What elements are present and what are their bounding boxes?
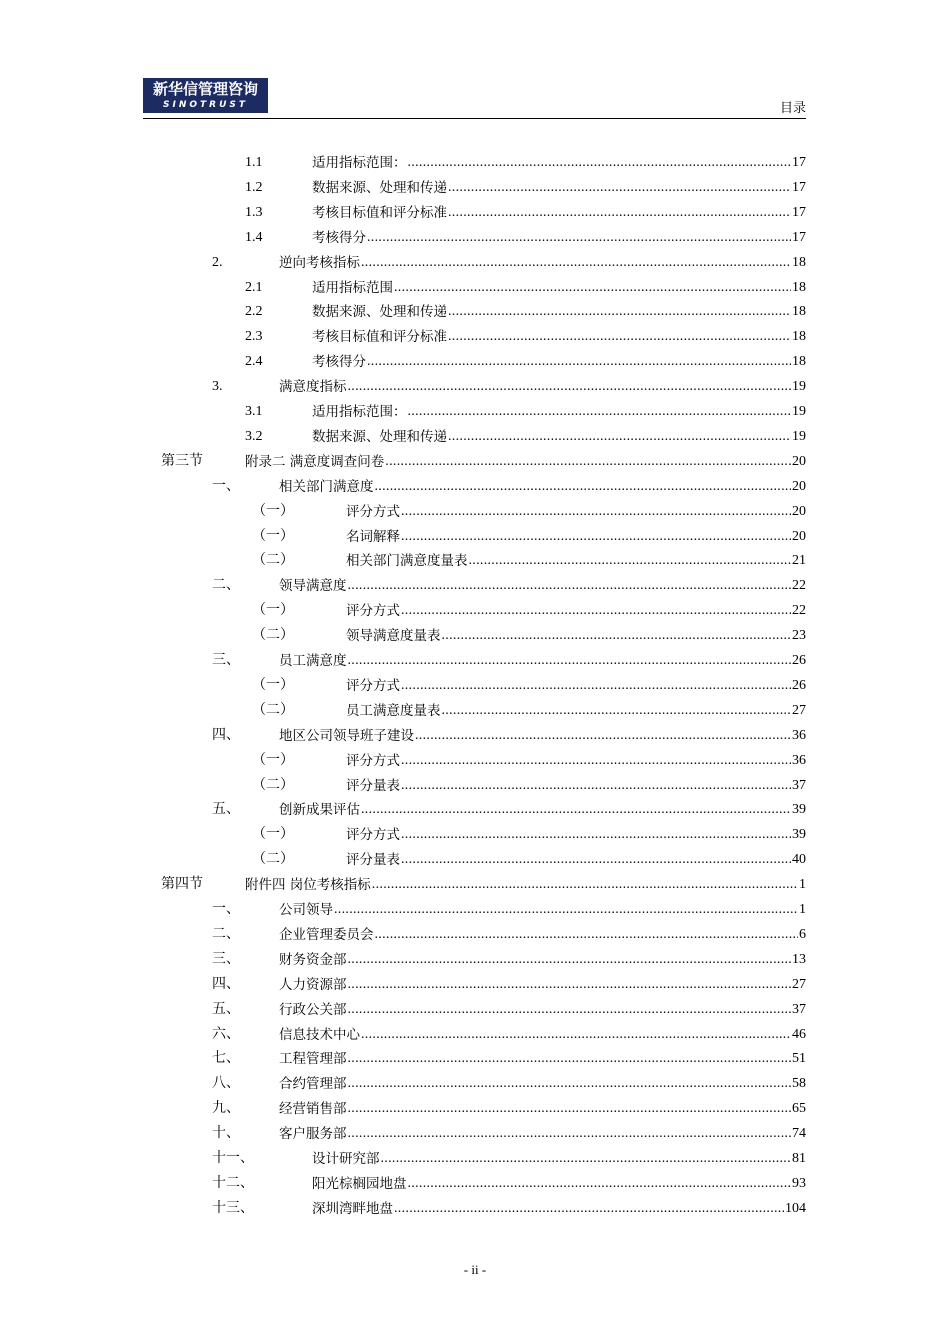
toc-entry[interactable] — [212, 1144, 806, 1168]
toc-leader-dots — [401, 528, 791, 546]
toc-leader-dots — [348, 1050, 792, 1068]
toc-leader-dots — [408, 403, 792, 421]
toc-leader-dots — [401, 826, 791, 844]
toc-entry-title: 考核目标值和评分标准 — [312, 329, 447, 346]
toc-entry-number: 七、 — [212, 1051, 240, 1067]
toc-entry-title: 适用指标范围： — [312, 404, 407, 420]
toc-leader-dots — [408, 1175, 792, 1193]
toc-entry-number: 1.4 — [245, 229, 263, 245]
toc-leader-dots — [401, 503, 791, 521]
logo-english-text: SINOTRUST — [162, 100, 248, 110]
toc-entry-number: 一、 — [212, 478, 240, 494]
toc-entry-number: 十、 — [212, 1126, 240, 1142]
toc-leader-dots — [361, 254, 791, 272]
toc-entry[interactable] — [252, 845, 806, 869]
toc-entry-page: 1 — [799, 877, 806, 893]
toc-entry-number: 3.2 — [245, 428, 263, 444]
toc-entry-number: （二） — [252, 777, 294, 793]
toc-leader-dots — [348, 1100, 792, 1118]
toc-leader-dots — [448, 303, 791, 321]
toc-entry[interactable] — [245, 198, 806, 222]
toc-entry-title: 领导满意度量表 — [346, 628, 441, 645]
toc-entry-page: 20 — [792, 528, 806, 544]
toc-entry-page: 18 — [792, 304, 806, 320]
toc-entry-number: （一） — [252, 827, 294, 843]
toc-entry-number: 五、 — [212, 802, 240, 818]
toc-entry-number: 九、 — [212, 1101, 240, 1117]
toc-entry-page: 13 — [792, 951, 806, 967]
toc-leader-dots — [385, 453, 791, 471]
toc-entry-page: 27 — [792, 976, 806, 992]
toc-entry[interactable] — [212, 1194, 806, 1218]
toc-leader-dots — [348, 378, 792, 396]
toc-entry-title: 相关部门满意度 — [279, 478, 374, 495]
toc-entry-number: 八、 — [212, 1076, 240, 1092]
toc-entry-page: 26 — [792, 677, 806, 693]
toc-leader-dots — [401, 677, 791, 695]
toc-leader-dots — [394, 279, 791, 297]
toc-entry-title: 适用指标范围： — [312, 155, 407, 171]
toc-entry-page: 20 — [792, 453, 806, 469]
toc-leader-dots — [348, 577, 792, 595]
toc-entry-number: 3. — [212, 379, 223, 395]
toc-entry-title: 附件四 岗位考核指标 — [245, 877, 371, 894]
toc-entry-number: 一、 — [212, 902, 240, 917]
toc-leader-dots — [401, 851, 791, 869]
toc-entry-page: 17 — [792, 155, 806, 170]
toc-leader-dots — [442, 702, 792, 720]
toc-entry-number: 三、 — [212, 653, 240, 668]
toc-entry[interactable] — [212, 372, 806, 396]
toc-entry[interactable] — [245, 148, 806, 172]
toc-leader-dots — [348, 976, 792, 994]
toc-entry-page: 22 — [792, 578, 806, 594]
toc-leader-dots — [348, 1001, 792, 1019]
toc-entry-title: 员工满意度量表 — [346, 702, 441, 719]
toc-leader-dots — [448, 428, 791, 446]
toc-leader-dots — [448, 328, 791, 346]
toc-entry[interactable] — [245, 422, 806, 446]
toc-entry[interactable] — [212, 1094, 806, 1118]
toc-entry[interactable] — [252, 746, 806, 770]
toc-entry[interactable] — [252, 696, 806, 720]
toc-entry[interactable] — [212, 1169, 806, 1193]
toc-entry-page: 6 — [799, 926, 806, 942]
toc-entry-title: 地区公司领导班子建设 — [279, 727, 414, 744]
toc-entry-title: 数据来源、处理和传递 — [312, 179, 447, 196]
toc-entry-title: 员工满意度 — [279, 653, 347, 669]
toc-entry-title: 领导满意度 — [279, 578, 347, 595]
toc-entry-number: 四、 — [212, 976, 240, 992]
toc-entry-title: 企业管理委员会 — [279, 926, 374, 943]
toc-entry-page: 17 — [792, 204, 806, 220]
toc-entry-number: 二、 — [212, 926, 240, 942]
toc-leader-dots — [348, 951, 792, 969]
toc-entry-page: 40 — [792, 852, 806, 868]
toc-entry-page: 26 — [792, 653, 806, 668]
toc-leader-dots — [367, 229, 791, 247]
toc-leader-dots — [381, 1150, 792, 1168]
header-section-title: 目录 — [779, 101, 806, 116]
toc-entry-number: （二） — [252, 628, 294, 644]
toc-entry-page: 51 — [792, 1051, 806, 1067]
toc-entry-page: 37 — [792, 1001, 806, 1017]
toc-entry-title: 评分方式 — [346, 603, 400, 620]
toc-leader-dots — [367, 353, 791, 371]
toc-entry-title: 财务资金部 — [279, 951, 347, 968]
toc-entry-page: 21 — [792, 553, 806, 569]
toc-entry-page: 1 — [799, 902, 806, 917]
toc-entry-title: 名词解释 — [346, 528, 400, 545]
toc-entry[interactable] — [245, 223, 806, 247]
toc-entry-page: 23 — [792, 628, 806, 644]
toc-entry-page: 74 — [792, 1126, 806, 1142]
toc-entry-title: 附录二 满意度调查问卷 — [245, 453, 385, 470]
toc-leader-dots — [415, 727, 791, 745]
toc-entry-number: （一） — [252, 677, 294, 693]
toc-entry[interactable] — [252, 671, 806, 695]
toc-entry-number: 3.1 — [245, 404, 263, 419]
toc-leader-dots — [372, 876, 798, 894]
toc-entry-page: 39 — [792, 827, 806, 843]
toc-entry-page: 37 — [792, 777, 806, 793]
toc-entry-title: 深圳湾畔地盘 — [312, 1200, 393, 1217]
toc-leader-dots — [448, 204, 791, 222]
toc-entry-title: 客户服务部 — [279, 1126, 347, 1143]
toc-entry-title: 考核得分 — [312, 229, 366, 246]
toc-entry[interactable] — [212, 1044, 806, 1068]
toc-entry[interactable] — [245, 347, 806, 371]
toc-entry-title: 行政公关部 — [279, 1001, 347, 1018]
toc-leader-dots — [401, 777, 791, 795]
toc-entry[interactable] — [245, 173, 806, 197]
toc-entry[interactable] — [212, 721, 806, 745]
toc-entry[interactable] — [212, 895, 806, 919]
logo-chinese-text: 新华信管理咨询 — [152, 80, 258, 98]
toc-entry-page: 65 — [792, 1101, 806, 1117]
sinotrust-logo — [143, 78, 268, 113]
toc-entry-page: 58 — [792, 1076, 806, 1092]
toc-entry-title: 人力资源部 — [279, 976, 347, 993]
toc-entry-number: （二） — [252, 553, 294, 569]
toc-leader-dots — [448, 179, 791, 197]
toc-entry-title: 相关部门满意度量表 — [346, 553, 468, 570]
toc-entry[interactable] — [212, 571, 806, 595]
toc-entry-page: 36 — [792, 727, 806, 743]
toc-entry-number: 五、 — [212, 1001, 240, 1017]
toc-entry[interactable] — [252, 522, 806, 546]
toc-entry-title: 评分量表 — [346, 852, 400, 869]
toc-entry-title: 信息技术中心 — [279, 1026, 360, 1043]
toc-entry-title: 合约管理部 — [279, 1076, 347, 1093]
toc-leader-dots — [375, 478, 792, 496]
toc-entry[interactable] — [212, 945, 806, 969]
toc-entry-number: 第四节 — [161, 877, 203, 893]
toc-entry-number: 十一、 — [212, 1151, 254, 1166]
toc-entry-number: 十三、 — [212, 1200, 254, 1216]
toc-leader-dots — [442, 627, 792, 645]
toc-entry-title: 工程管理部 — [279, 1051, 347, 1068]
toc-entry-page: 20 — [792, 503, 806, 519]
toc-entry-page: 46 — [792, 1026, 806, 1042]
toc-entry-title: 逆向考核指标 — [279, 254, 360, 271]
toc-entry-title: 考核目标值和评分标准 — [312, 204, 447, 221]
toc-entry[interactable] — [252, 497, 806, 521]
toc-entry[interactable] — [161, 447, 806, 471]
toc-entry-number: 2.2 — [245, 304, 263, 320]
toc-leader-dots — [348, 1125, 792, 1143]
toc-entry-page: 22 — [792, 603, 806, 619]
toc-entry-number: 第三节 — [161, 453, 203, 469]
page-number: - ii - — [463, 1262, 487, 1277]
toc-entry[interactable] — [245, 297, 806, 321]
toc-entry[interactable] — [212, 920, 806, 944]
toc-entry[interactable] — [212, 1020, 806, 1044]
toc-entry-number: 六、 — [212, 1026, 240, 1042]
toc-entry[interactable] — [252, 621, 806, 645]
toc-entry-page: 17 — [792, 179, 806, 195]
toc-entry-page: 19 — [792, 379, 806, 395]
toc-entry-number: （一） — [252, 752, 294, 768]
toc-leader-dots — [334, 901, 798, 919]
toc-leader-dots — [348, 652, 792, 670]
toc-entry-number: （二） — [252, 852, 294, 868]
toc-entry-page: 20 — [792, 478, 806, 494]
toc-entry-page: 19 — [792, 428, 806, 444]
toc-entry[interactable] — [212, 1069, 806, 1093]
toc-entry-title: 数据来源、处理和传递 — [312, 428, 447, 445]
toc-entry-number: （一） — [252, 503, 294, 519]
toc-entry[interactable] — [252, 596, 806, 620]
toc-entry-title: 评分方式 — [346, 752, 400, 769]
toc-entry[interactable] — [245, 273, 806, 297]
toc-entry[interactable] — [252, 820, 806, 844]
toc-leader-dots — [375, 926, 799, 944]
page-header — [143, 78, 806, 119]
toc-entry-page: 104 — [785, 1200, 806, 1216]
toc-entry-number: 1.2 — [245, 179, 263, 195]
toc-leader-dots — [401, 752, 791, 770]
toc-leader-dots — [348, 1075, 792, 1093]
toc-entry-title: 满意度指标 — [279, 379, 347, 396]
toc-entry[interactable] — [212, 1119, 806, 1143]
toc-entry[interactable] — [212, 472, 806, 496]
toc-entry-number: （一） — [252, 603, 294, 619]
toc-entry[interactable] — [212, 646, 806, 670]
toc-entry-number: 1.3 — [245, 204, 263, 220]
toc-leader-dots — [361, 1026, 791, 1044]
toc-entry-title: 数据来源、处理和传递 — [312, 304, 447, 321]
toc-entry-title: 公司领导 — [279, 902, 333, 918]
toc-entry-title: 创新成果评估 — [279, 802, 360, 819]
toc-entry-title: 考核得分 — [312, 354, 366, 371]
toc-entry-number: （一） — [252, 528, 294, 544]
toc-entry-number: 2.3 — [245, 329, 263, 345]
toc-entry-page: 18 — [792, 354, 806, 370]
toc-entry-page: 36 — [792, 752, 806, 768]
toc-entry[interactable] — [212, 970, 806, 994]
toc-entry[interactable] — [245, 397, 806, 421]
toc-leader-dots — [408, 154, 792, 172]
toc-entry-title: 设计研究部 — [312, 1151, 380, 1167]
toc-entry[interactable] — [161, 870, 806, 894]
toc-leader-dots — [401, 602, 791, 620]
toc-entry[interactable] — [212, 248, 806, 272]
toc-leader-dots — [361, 801, 791, 819]
toc-entry-title: 评分方式 — [346, 677, 400, 694]
toc-entry-page: 18 — [792, 254, 806, 270]
toc-leader-dots — [394, 1200, 784, 1218]
toc-entry-page: 27 — [792, 702, 806, 718]
toc-entry-title: 评分方式 — [346, 827, 400, 844]
toc-entry-page: 18 — [792, 329, 806, 345]
toc-entry-title: 适用指标范围 — [312, 279, 393, 296]
toc-leader-dots — [469, 552, 792, 570]
toc-entry-title: 评分方式 — [346, 503, 400, 520]
toc-entry-page: 19 — [792, 404, 806, 419]
toc-entry-number: 1.1 — [245, 155, 263, 170]
toc-entry-number: （二） — [252, 702, 294, 718]
toc-entry[interactable] — [252, 546, 806, 570]
toc-entry-title: 评分量表 — [346, 777, 400, 794]
toc-entry-page: 39 — [792, 802, 806, 818]
toc-entry-page: 18 — [792, 279, 806, 295]
toc-entry-number: 二、 — [212, 578, 240, 594]
toc-entry-number: 十二、 — [212, 1175, 254, 1191]
toc-entry-number: 2. — [212, 254, 223, 270]
toc-entry-number: 2.4 — [245, 354, 263, 370]
toc-entry-page: 93 — [792, 1175, 806, 1191]
toc-entry-title: 阳光棕榈园地盘 — [312, 1175, 407, 1192]
toc-entry[interactable] — [212, 795, 806, 819]
toc-entry-number: 四、 — [212, 727, 240, 743]
toc-entry-page: 81 — [792, 1151, 806, 1166]
toc-entry-title: 经营销售部 — [279, 1101, 347, 1118]
toc-entry[interactable] — [252, 771, 806, 795]
toc-entry-number: 三、 — [212, 951, 240, 967]
toc-entry-page: 17 — [792, 229, 806, 245]
toc-entry[interactable] — [212, 995, 806, 1019]
toc-entry[interactable] — [245, 322, 806, 346]
toc-entry-number: 2.1 — [245, 279, 263, 295]
